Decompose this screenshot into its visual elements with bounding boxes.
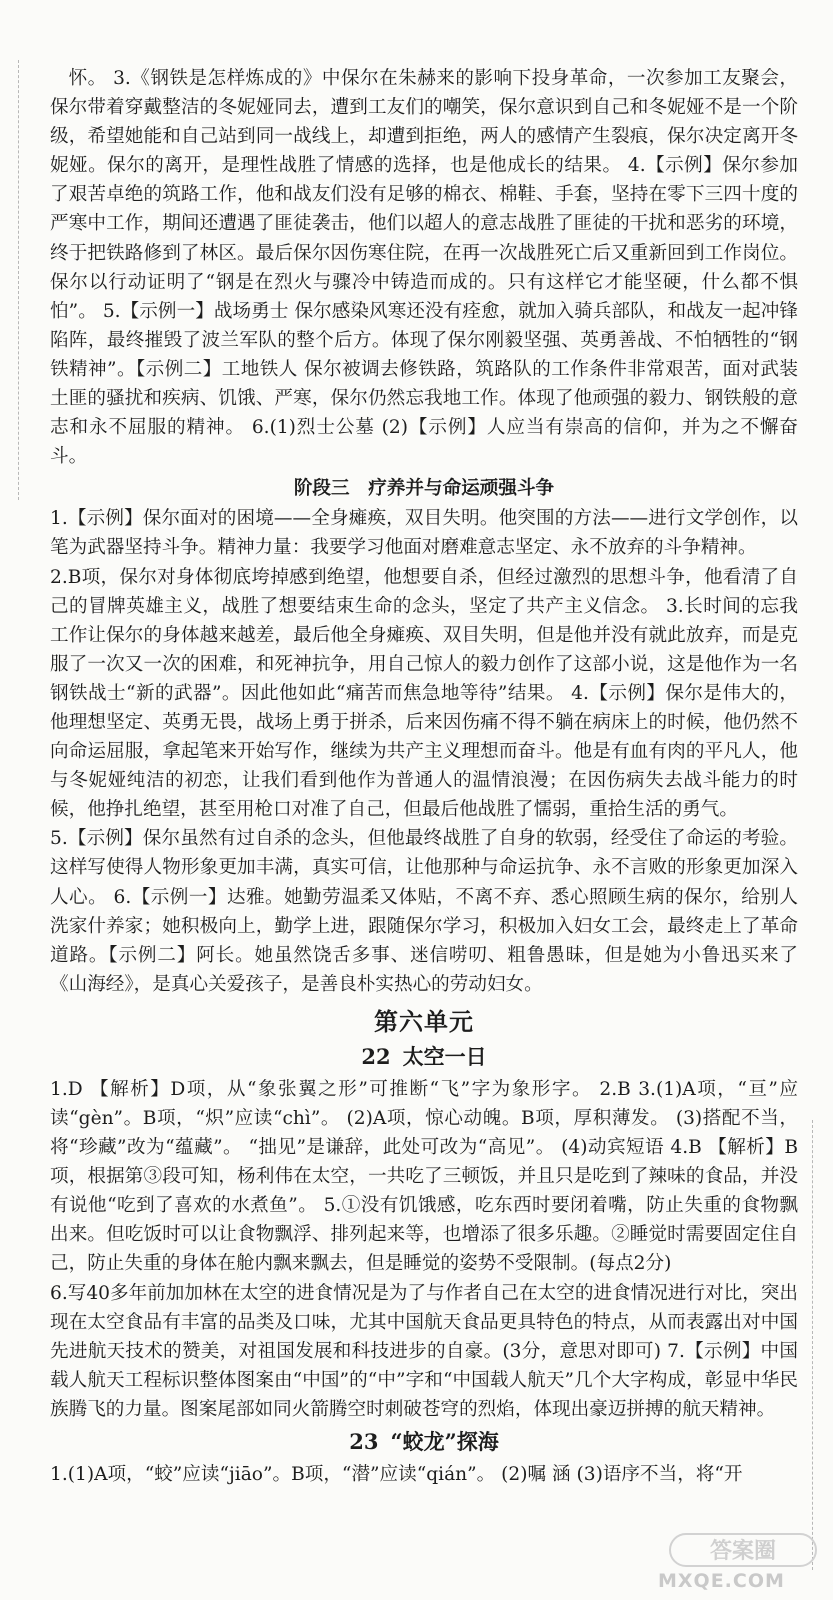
binding-fold-line-left (18, 60, 19, 500)
lesson-title-22 (50, 1041, 798, 1073)
answer-paragraph: 5.【示例】保尔虽然有过自杀的念头，但他最终战胜了自身的软弱，经受住了命运的考验。这样写使得人物形象更加丰满，真实可信，让他那种与命运抗争、永不言败的形象更加深入人心。 6.【示例一】达雅。她勤劳温柔又体贴，不离不弃、悉心照顾生病的保尔，给别人洗家什养家；她积极向上，勤学上进，跟随保尔学习，积极加入妇女工会，最终走上了革命道路。【示例二】阿长。她虽然饶舌多事、迷信唠叨、粗鲁愚昧，但是她为小鲁迅买来了《山海经》，是真心关爱孩子，是善良朴实热心的劳动妇女。 (50, 828, 798, 995)
answer-page (50, 64, 798, 1489)
watermark-url: MXQE.COM (658, 1570, 785, 1592)
lesson-title-23 (50, 1426, 798, 1458)
unit-title: 第六单元 (374, 1006, 474, 1036)
binding-fold-line-right (812, 1120, 813, 1570)
lesson-name: 太空一日 (402, 1043, 487, 1069)
lesson-number: 23 (349, 1429, 379, 1455)
lesson-name: “蛟龙”探海 (390, 1429, 499, 1455)
svg-text:答案圈: 答案圈 (709, 1539, 777, 1564)
answer-paragraph: 1.(1)A项，“蛟”应读“jiāo”。B项，“潜”应读“qián”。 (2)嘱 涵 (3)语序不当，将“开 (50, 1464, 743, 1486)
answer-paragraph: 2.B项，保尔对身体彻底垮掉感到绝望，他想要自杀，但经过激烈的思想斗争，他看清了自己的冒牌英雄主义，战胜了想要结束生命的念头，坚定了共产主义信念。 3.长时间的忘我工作让保尔的身体越来越差，最后他全身瘫痪、双目失明，但是他并没有就此放弃，而是克服了一次又一次的困难，和死神抗争，用自己惊人的毅力创作了这部小说，这是他作为一名钢铁战士“新的武器”。因此他如此“痛苦而焦急地等待”结果。 4.【示例】保尔是伟大的，他理想坚定、英勇无畏，战场上勇于拼杀，后来因伤痛不得不躺在病床上的时候，他仍然不向命运屈服，拿起笔来开始写作，继续为共产主义理想而奋斗。他是有血有肉的平凡人，他与冬妮娅纯洁的初恋，让我们看到他作为普通人的温情浪漫；在因伤病失去战斗能力的时候，他挣扎绝望，甚至用枪口对准了自己，但最后他战胜了懦弱，重拾生活的勇气。 (50, 566, 798, 821)
answer-paragraph: 6.写40多年前加加林在太空的进食情况是为了与作者自己在太空的进食情况进行对比，突出现在太空食品有丰富的品类及口味，尤其中国航天食品更具特色的特点，从而表露出对中国先进航天技术的赞美，对祖国发展和科技进步的自豪。(3分，意思对即可) 7.【示例】中国载人航天工程标识整体图案由“中国”的“中”字和“中国载人航天”几个大字构成，彰显中华民族腾飞的力量。图案尾部如同火箭腾空时刺破苍穹的烈焰，体现出豪迈拼搏的航天精神。 (50, 1282, 798, 1420)
answer-paragraph: 1.【示例】保尔面对的困境——全身瘫痪，双目失明。他突围的方法——进行文学创作，以笔为武器坚持斗争。精神力量：我要学习他面对磨难意志坚定、永不放弃的斗争精神。 (50, 508, 798, 559)
lesson-number: 22 (361, 1043, 391, 1069)
watermark (650, 1530, 825, 1596)
answer-paragraph: 怀。 3.《钢铁是怎样炼成的》中保尔在朱赫来的影响下投身革命，一次参加工友聚会，保尔带着穿戴整洁的冬妮娅同去，遭到工友们的嘲笑，保尔意识到自己和冬妮娅不是一个阶级，希望她能和自己站到同一战线上，却遭到拒绝，两人的感情产生裂痕，保尔决定离开冬妮娅。保尔的离开，是理性战胜了情感的选择，也是他成长的结果。 4.【示例】保尔参加了艰苦卓绝的筑路工作，他和战友们没有足够的棉衣、棉鞋、手套，坚持在零下三四十度的严寒中工作，期间还遭遇了匪徒袭击，他们以超人的意志战胜了匪徒的干扰和恶劣的环境，终于把铁路修到了林区。最后保尔因伤寒住院，在再一次战胜死亡后又重新回到工作岗位。保尔以行动证明了“钢是在烈火与骤冷中铸造而成的。只有这样它才能坚硬，什么都不惧怕”。 5.【示例一】战场勇士 保尔感染风寒还没有痊愈，就加入骑兵部队，和战友一起冲锋陷阵，最终摧毁了波兰军队的整个后方。体现了保尔刚毅坚强、英勇善战、不怕牺牲的“钢铁精神”。【示例二】工地铁人 保尔被调去修铁路，筑路队的工作条件非常艰苦，面对武装土匪的骚扰和疾病、饥饿、严寒，保尔仍然忘我地工作。体现了他顽强的毅力、钢铁般的意志和永不屈服的精神。 6.(1)烈士公墓 (2)【示例】人应当有崇高的信仰，并为之不懈奋斗。 (50, 68, 798, 468)
answer-paragraph: 1.D 【解析】D项，从“象张翼之形”可推断“飞”字为象形字。 2.B 3.(1)A项，“亘”应读“gèn”。B项，“炽”应读“chì”。 (2)A项，惊心动魄。B项，厚积薄发。 (3)搭配不当，将“珍藏”改为“蕴藏”。 “拙见”是谦辞，此处可改为“高见”。 (4)动宾短语 4.B 【解析】B项，根据第③段可知，杨利伟在太空，一共吃了三顿饭，并且只是吃到了辣味的食品，并没有说他“吃到了喜欢的水煮鱼”。 5.①没有饥饿感，吃东西时要闭着嘴，防止失重的食物飘出来。但吃饭时可以让食物飘浮、排列起来等，也增添了很多乐趣。②睡觉时需要固定住自己，防止失重的身体在舱内飘来飘去，但是睡觉的姿势不受限制。(每点2分) (50, 1078, 798, 1275)
watermark-logo-icon (668, 1530, 818, 1570)
section-title-stage3: 阶段三 疗养并与命运顽强斗争 (293, 478, 555, 500)
